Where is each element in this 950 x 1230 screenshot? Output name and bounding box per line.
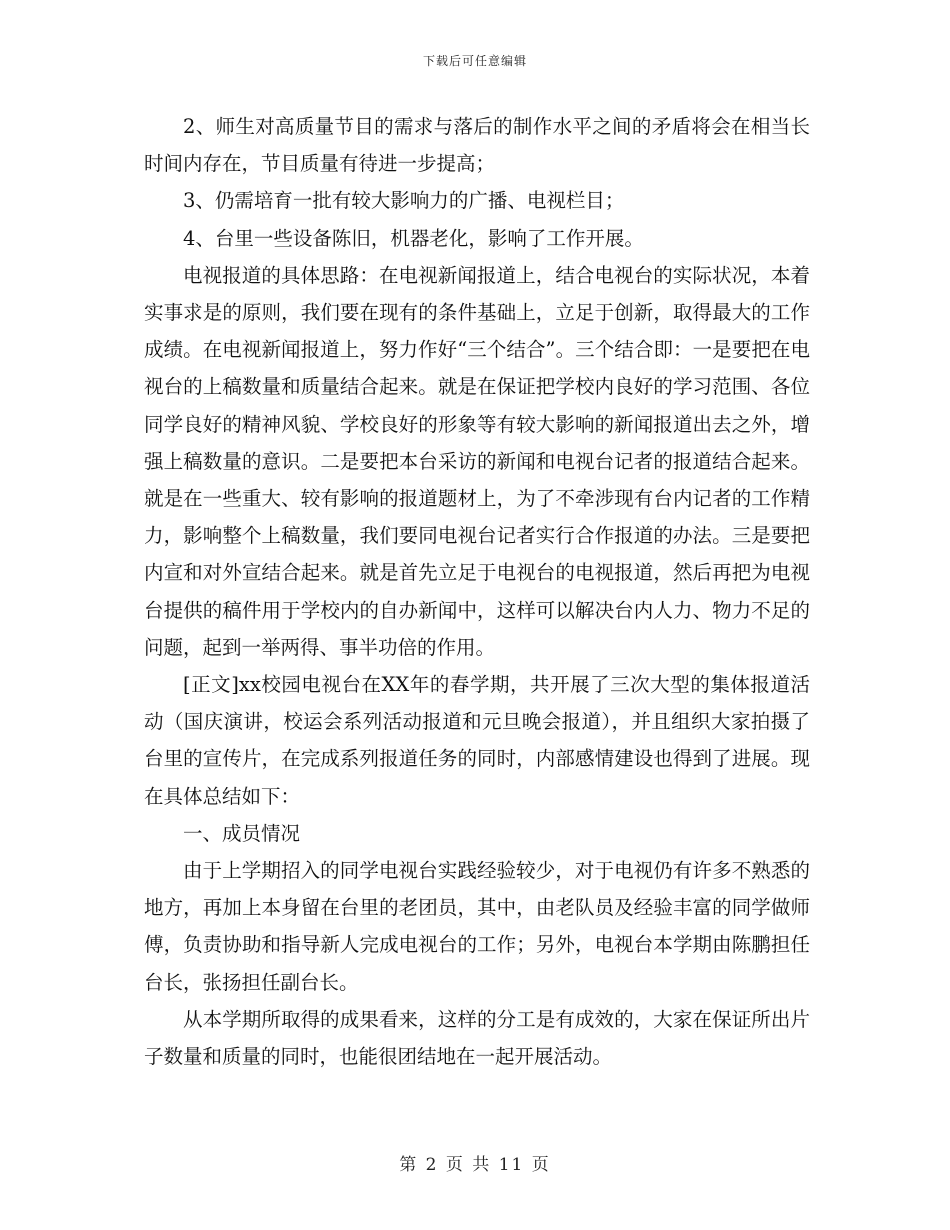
paragraph-members: 由于上学期招入的同学电视台实践经验较少，对于电视仍有许多不熟悉的地方，再加上本身留在台里的老团员，其中，由老队员及经验丰富的同学做师傅，负责协助和指导新人完成电视台的工作；另外，电视台本学期由陈鹏担任台长，张扬担任副台长。 xyxy=(144,859,810,994)
paragraph-issue-3: 3、仍需培育一批有较大影响力的广播、电视栏目； xyxy=(183,189,625,213)
paragraph-results: 从本学期所取得的成果看来，这样的分工是有成效的，大家在保证所出片子数量和质量的同时，也能很团结地在一起开展活动。 xyxy=(144,1007,810,1069)
section-heading-members: 一、成员情况 xyxy=(183,821,301,845)
document-body xyxy=(144,108,810,1075)
paragraph-issue-2: 2、师生对高质量节目的需求与落后的制作水平之间的矛盾将会在相当长时间内存在，节目质量有待进一步提高； xyxy=(144,115,810,176)
page-number-footer: 第 2 页 共 11 页 xyxy=(399,1155,551,1175)
paragraph-main-text: [正文]xx校园电视台在XX年的春学期，共开展了三次大型的集体报道活动（国庆演讲，校运会系列活动报道和元旦晚会报道），并且组织大家拍摄了台里的宣传片，在完成系列报道任务的同时，内部感情建设也得到了进展。现在具体总结如下： xyxy=(144,673,810,808)
paragraph-issue-4: 4、台里一些设备陈旧，机器老化，影响了工作开展。 xyxy=(183,226,644,250)
paragraph-reporting-approach: 电视报道的具体思路：在电视新闻报道上，结合电视台的实际状况，本着实事求是的原则，我们要在现有的条件基础上，立足于创新，取得最大的工作成绩。在电视新闻报道上，努力作好“三个结合”。三个结合即：一是要把在电视台的上稿数量和质量结合起来。就是在保证把学校内良好的学习范围、各位同学良好的精神风貌、学校良好的形象等有较大影响的新闻报道出去之外，增强上稿数量的意识。二是要把本台采访的新闻和电视台记者的报道结合起来。就是在一些重大、较有影响的报道题材上，为了不牵涉现有台内记者的工作精力，影响整个上稿数量，我们要同电视台记者实行合作报道的办法。三是要把内宣和对外宣结合起来。就是首先立足于电视台的电视报道，然后再把为电视台提供的稿件用于学校内的自办新闻中，这样可以解决台内人力、物力不足的问题，起到一举两得、事半功倍的作用。 xyxy=(144,263,810,659)
page-header: 下载后可任意编辑 xyxy=(422,54,527,68)
